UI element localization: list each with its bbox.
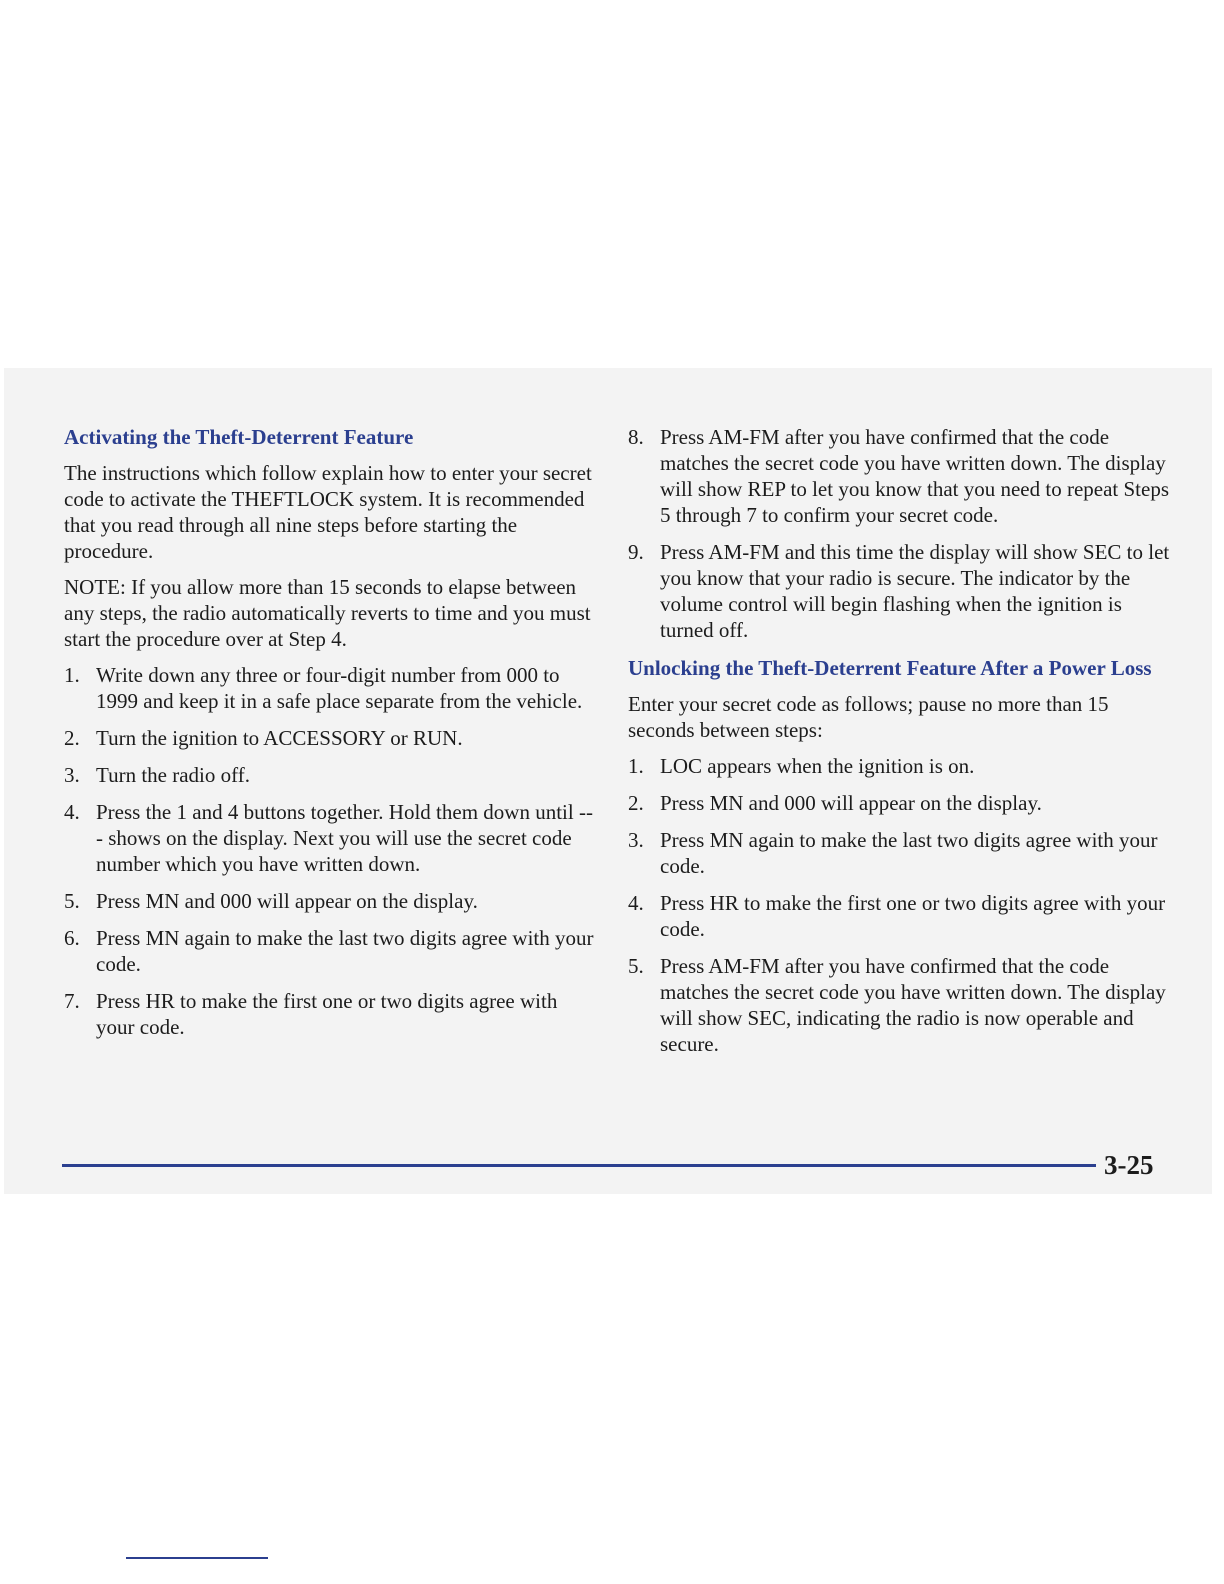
step-item: [64, 799, 594, 877]
step-text: Press MN and 000 will appear on the display.: [660, 791, 1042, 815]
step-item: [628, 753, 1173, 779]
step-number: 5.: [628, 954, 644, 978]
step-item: [64, 925, 594, 977]
step-number: 7.: [64, 989, 80, 1013]
activating-steps: [64, 662, 594, 1040]
activating-intro: The instructions which follow explain how to enter your secret code to activate the THEFTLOCK system. It is recommended that you read through all nine steps before starting the procedure.: [64, 461, 592, 563]
step-text: Write down any three or four-digit number from 000 to 1999 and keep it in a safe place separate from the vehicle.: [96, 663, 583, 713]
footer-rule: [62, 1164, 1096, 1167]
step-item: [628, 790, 1173, 816]
step-text: Press AM-FM and this time the display will show SEC to let you know that your radio is secure. The indicator by the volume control will begin flashing when the ignition is turned off.: [660, 540, 1170, 642]
unlocking-heading: Unlocking the Theft-Deterrent Feature After a Power Loss: [628, 656, 1152, 680]
step-item: [64, 988, 594, 1040]
step-text: Press AM-FM after you have confirmed that the code matches the secret code you have written down. The display will show REP to let you know that you need to repeat Steps 5 through 7 to confirm your secret code.: [660, 425, 1169, 527]
step-text: Press the 1 and 4 buttons together. Hold them down until --- shows on the display. Next you will use the secret code number which you have written down.: [96, 800, 593, 876]
step-number: 9.: [628, 540, 644, 564]
step-item: [64, 662, 594, 714]
step-item: [628, 890, 1173, 942]
step-number: 1.: [628, 754, 644, 778]
step-number: 3.: [64, 763, 80, 787]
step-item: [628, 827, 1173, 879]
activating-heading: Activating the Theft-Deterrent Feature: [64, 425, 414, 449]
step-text: Press AM-FM after you have confirmed that the code matches the secret code you have written down. The display will show SEC, indicating the radio is now operable and secure.: [660, 954, 1166, 1056]
step-number: 2.: [64, 726, 80, 750]
bottom-divider: [126, 1557, 268, 1559]
unlocking-intro: Enter your secret code as follows; pause no more than 15 seconds between steps:: [628, 692, 1109, 742]
step-item: [628, 953, 1173, 1057]
step-text: Press HR to make the first one or two digits agree with your code.: [660, 891, 1166, 941]
step-text: Turn the ignition to ACCESSORY or RUN.: [96, 726, 463, 750]
unlocking-steps: [628, 753, 1173, 1057]
page-number: 3-25: [1104, 1150, 1154, 1180]
activating-note: NOTE: If you allow more than 15 seconds to elapse between any steps, the radio automatically reverts to time and you must start the procedure over at Step 4.: [64, 575, 591, 651]
step-item: [628, 539, 1173, 643]
step-number: 6.: [64, 926, 80, 950]
step-item: [64, 888, 594, 914]
step-number: 1.: [64, 663, 80, 687]
step-text: Press HR to make the first one or two digits agree with your code.: [96, 989, 558, 1039]
step-text: Press MN again to make the last two digits agree with your code.: [96, 926, 594, 976]
step-text: Press MN again to make the last two digits agree with your code.: [660, 828, 1158, 878]
step-text: Press MN and 000 will appear on the display.: [96, 889, 478, 913]
step-number: 3.: [628, 828, 644, 852]
step-number: 2.: [628, 791, 644, 815]
step-item: [64, 725, 594, 751]
step-item: [64, 762, 594, 788]
right-column: [628, 424, 1173, 1069]
left-column: [64, 424, 594, 1052]
step-number: 8.: [628, 425, 644, 449]
step-number: 5.: [64, 889, 80, 913]
step-number: 4.: [64, 800, 80, 824]
step-item: [628, 424, 1173, 528]
step-text: Turn the radio off.: [96, 763, 250, 787]
step-number: 4.: [628, 891, 644, 915]
activating-steps-continued: [628, 424, 1173, 643]
step-text: LOC appears when the ignition is on.: [660, 754, 975, 778]
